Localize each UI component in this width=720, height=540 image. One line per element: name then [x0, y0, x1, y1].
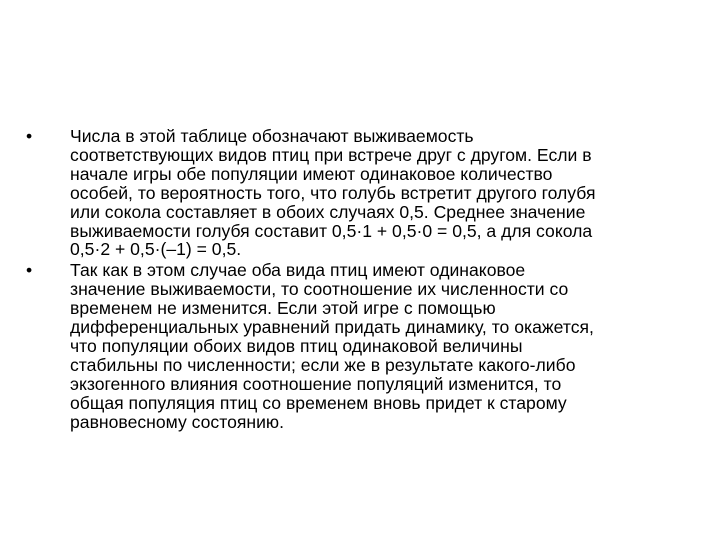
text-line: общая популяция птиц со временем вновь придет к старому	[70, 392, 567, 413]
bullet-list	[26, 127, 694, 434]
text-line: стабильны по численности; если же в результате какого-либо	[70, 354, 576, 375]
text-line: равновесному состоянию.	[70, 411, 285, 432]
text-line: или сокола составляет в обоих случаях 0,5. Среднее значение	[70, 201, 586, 222]
text-line: Числа в этой таблице обозначают выживаемость	[70, 126, 474, 146]
text-line: начале игры обе популяции имеют одинаковое количество	[70, 163, 553, 184]
text-line: временем не изменится. Если этой игре с помощью	[70, 298, 496, 319]
bullet-item-survival	[26, 127, 694, 259]
text-line: значение выживаемости, то соотношение их численности со	[70, 279, 569, 300]
text-line: выживаемости голубя составит 0,5·1 + 0,5·0 = 0,5, а для сокола	[70, 220, 593, 241]
text-line: дифференциальных уравнений придать динамику, то окажется,	[70, 317, 594, 338]
text-line: соответствующих видов птиц при встрече друг с другом. Если в	[70, 144, 592, 165]
text-line: 0,5·2 + 0,5·(–1) = 0,5.	[70, 239, 242, 260]
bullet-item-equilibrium	[26, 261, 694, 431]
text-line: экзогенного влияния соотношение популяций изменится, то	[70, 373, 562, 394]
text-line: Так как в этом случае оба вида птиц имеют одинаковое	[70, 260, 526, 281]
text-line: особей, то вероятность того, что голубь встретит другого голубя	[70, 182, 596, 203]
bullet-icon: •	[26, 260, 33, 281]
bullet-icon: •	[26, 126, 33, 146]
text-line: что популяции обоих видов птиц одинаковой величины	[70, 335, 523, 356]
